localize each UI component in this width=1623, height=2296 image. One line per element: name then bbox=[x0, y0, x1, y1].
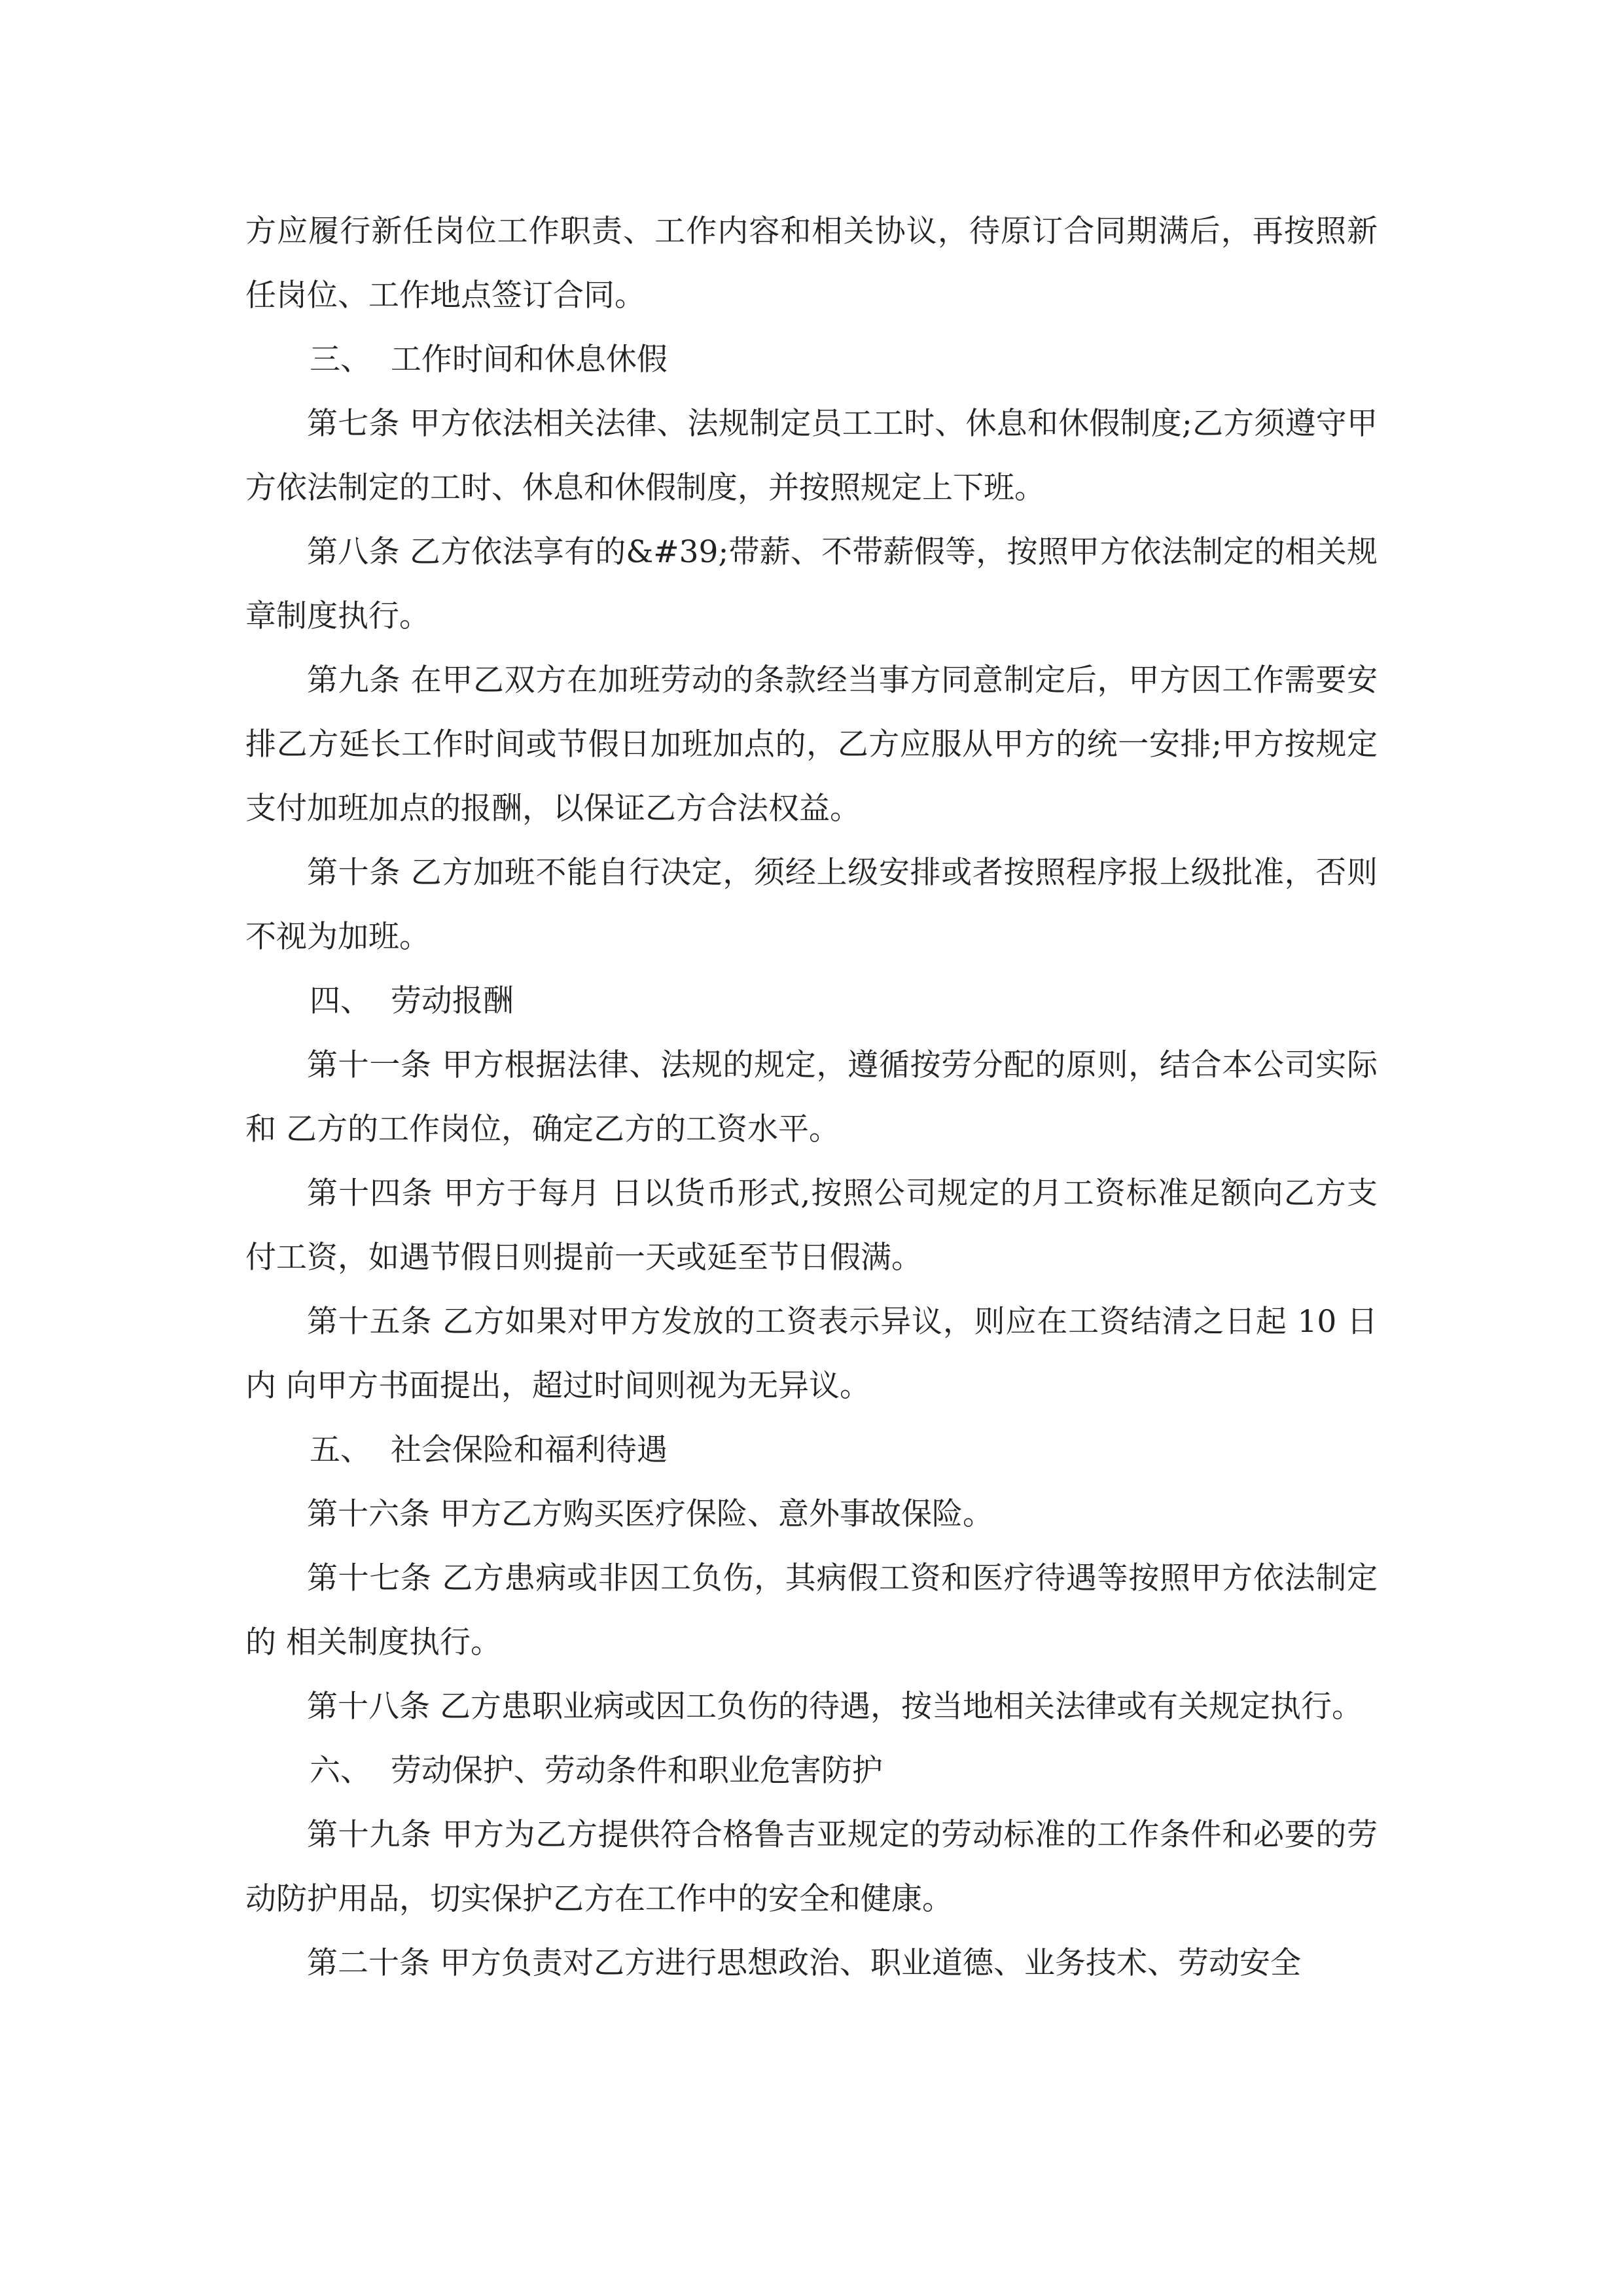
article-20: 第二十条 甲方负责对乙方进行思想政治、职业道德、业务技术、劳动安全 bbox=[307, 1945, 1301, 1981]
section-heading-three: 三、 工作时间和休息休假 bbox=[310, 342, 668, 378]
article-18: 第十八条 乙方患职业病或因工负伤的待遇，按当地相关法律或有关规定执行。 bbox=[307, 1689, 1363, 1725]
section-heading-five: 五、 社会保险和福利待遇 bbox=[310, 1432, 668, 1468]
article-17: 第十七条 乙方患病或非因工负伤，其病假工资和医疗待遇等按照甲方依法制定的 相关制度执行。 bbox=[245, 1560, 1378, 1660]
article-16: 第十六条 甲方乙方购买医疗保险、意外事故保险。 bbox=[307, 1496, 993, 1532]
article-11: 第十一条 甲方根据法律、法规的规定，遵循按劳分配的原则，结合本公司实际和 乙方的工作岗位，确定乙方的工资水平。 bbox=[245, 1047, 1378, 1147]
article-8: 第八条 乙方依法享有的&#39;带薪、不带薪假等，按照甲方依法制定的相关规章制度执行。 bbox=[245, 534, 1378, 634]
article-15: 第十五条 乙方如果对甲方发放的工资表示异议，则应在工资结清之日起 10 日内 向甲方书面提出，超过时间则视为无异议。 bbox=[245, 1304, 1378, 1404]
article-9: 第九条 在甲乙双方在加班劳动的条款经当事方同意制定后，甲方因工作需要安排乙方延长工作时间或节假日加班加点的，乙方应服从甲方的统一安排;甲方按规定支付加班加点的报酬，以保证乙方合法权益。 bbox=[245, 662, 1378, 827]
article-19: 第十九条 甲方为乙方提供符合格鲁吉亚规定的劳动标准的工作条件和必要的劳动防护用品，切实保护乙方在工作中的安全和健康。 bbox=[245, 1817, 1378, 1917]
article-7: 第七条 甲方依法相关法律、法规制定员工工时、休息和休假制度;乙方须遵守甲方依法制定的工时、休息和休假制度，并按照规定上下班。 bbox=[245, 406, 1378, 506]
paragraph-continuation: 方应履行新任岗位工作职责、工作内容和相关协议，待原订合同期满后，再按照新任岗位、工作地点签订合同。 bbox=[245, 213, 1378, 314]
document-body bbox=[245, 200, 1378, 1996]
section-heading-six: 六、 劳动保护、劳动条件和职业危害防护 bbox=[310, 1753, 883, 1789]
article-14: 第十四条 甲方于每月 日以货币形式,按照公司规定的月工资标准足额向乙方支付工资，如遇节假日则提前一天或延至节日假满。 bbox=[245, 1175, 1378, 1276]
article-10: 第十条 乙方加班不能自行决定，须经上级安排或者按照程序报上级批准，否则不视为加班。 bbox=[245, 855, 1378, 955]
section-heading-four: 四、 劳动报酬 bbox=[310, 983, 514, 1019]
